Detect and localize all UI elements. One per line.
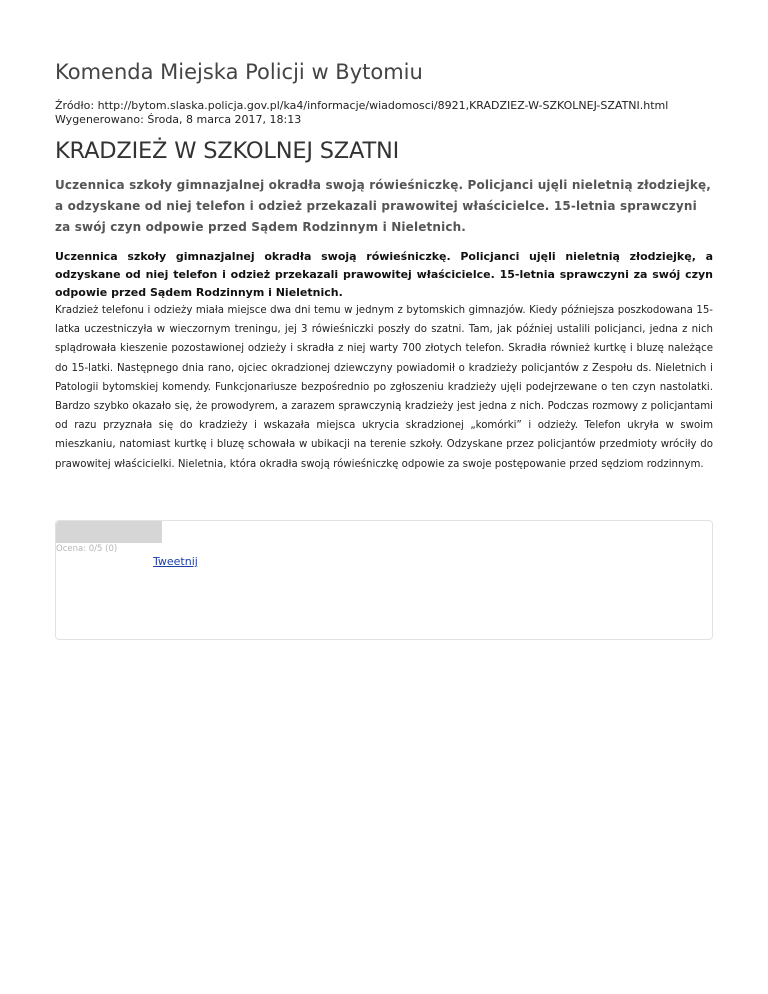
- rating-share-box: [55, 520, 713, 640]
- generated-date-line: Wygenerowano: Środa, 8 marca 2017, 18:13: [55, 112, 302, 126]
- article-intro-bold: Uczennica szkoły gimnazjalnej okradła swoją rówieśniczkę. Policjanci ujęli nieletnią złodziejkę, a odzyskane od niej telefon i odzież przekazali prawowitej właścicielce. 15-letnia sprawczyni za swój czyn odpowie przed Sądem Rodzinnym i Nieletnich.: [55, 250, 713, 299]
- rating-label: Ocena: 0/5 (0): [56, 544, 118, 554]
- site-title: Komenda Miejska Policji w Bytomiu: [55, 60, 423, 84]
- rating-stars-bar[interactable]: [56, 521, 162, 543]
- tweet-link[interactable]: Tweetnij: [153, 555, 198, 568]
- source-meta: [55, 99, 668, 126]
- source-url-line: Źródło: http://bytom.slaska.policja.gov.pl/ka4/informacje/wiadomosci/8921,KRADZIEZ-W-SZKOLNEJ-SZATNI.html: [55, 99, 669, 112]
- article-title: KRADZIEŻ W SZKOLNEJ SZATNI: [55, 138, 400, 164]
- article-lead: Uczennica szkoły gimnazjalnej okradła swoją rówieśniczkę. Policjanci ujęli nieletnią złodziejkę, a odzyskane od niej telefon i odzież przekazali prawowitej właścicielce. 15-letnia sprawczyni za swój czyn odpowie przed Sądem Rodzinnym i Nieletnich.: [55, 178, 712, 234]
- article-body: Kradzież telefonu i odzieży miała miejsce dwa dni temu w jednym z bytomskich gimnazjów. Kiedy późniejsza poszkodowana 15-latka uczestniczyła w wieczornym treningu, jej 3 rówieśniczki poszły do szatni. Tam, jak później ustalili policjanci, jedna z nich splądrowała kieszenie pozostawionej odzieży i skradła z niej warty 700 złotych telefon. Skradła również kurtkę i bluzę należące do 15-latki. Następnego dnia rano, ojciec okradzionej dziewczyny powiadomił o kradzieży policjantów z Zespołu ds. Nieletnich i Patologii bytomskiej komendy. Funkcjonariusze bezpośrednio po zgłoszeniu kradzieży ujęli podejrzewane o ten czyn nastolatki. Bardzo szybko okazało się, że prowodyrem, a zarazem sprawczynią kradzieży jest jedna z nich. Podczas rozmowy z policjantami od razu przyznała się do kradzieży i wskazała miejsca ukrycia skradzionej „komórki” i odzieży. Telefon ukryła w swoim mieszkaniu, natomiast kurtkę i bluzę schowała w ubikacji na terenie szkoły. Odzyskane przez policjantów przedmioty wróciły do prawowitej właścicielki. Nieletnia, która okradła swoją rówieśniczkę odpowie za swoje postępowanie przed sędziom rodzinnym.: [55, 305, 713, 470]
